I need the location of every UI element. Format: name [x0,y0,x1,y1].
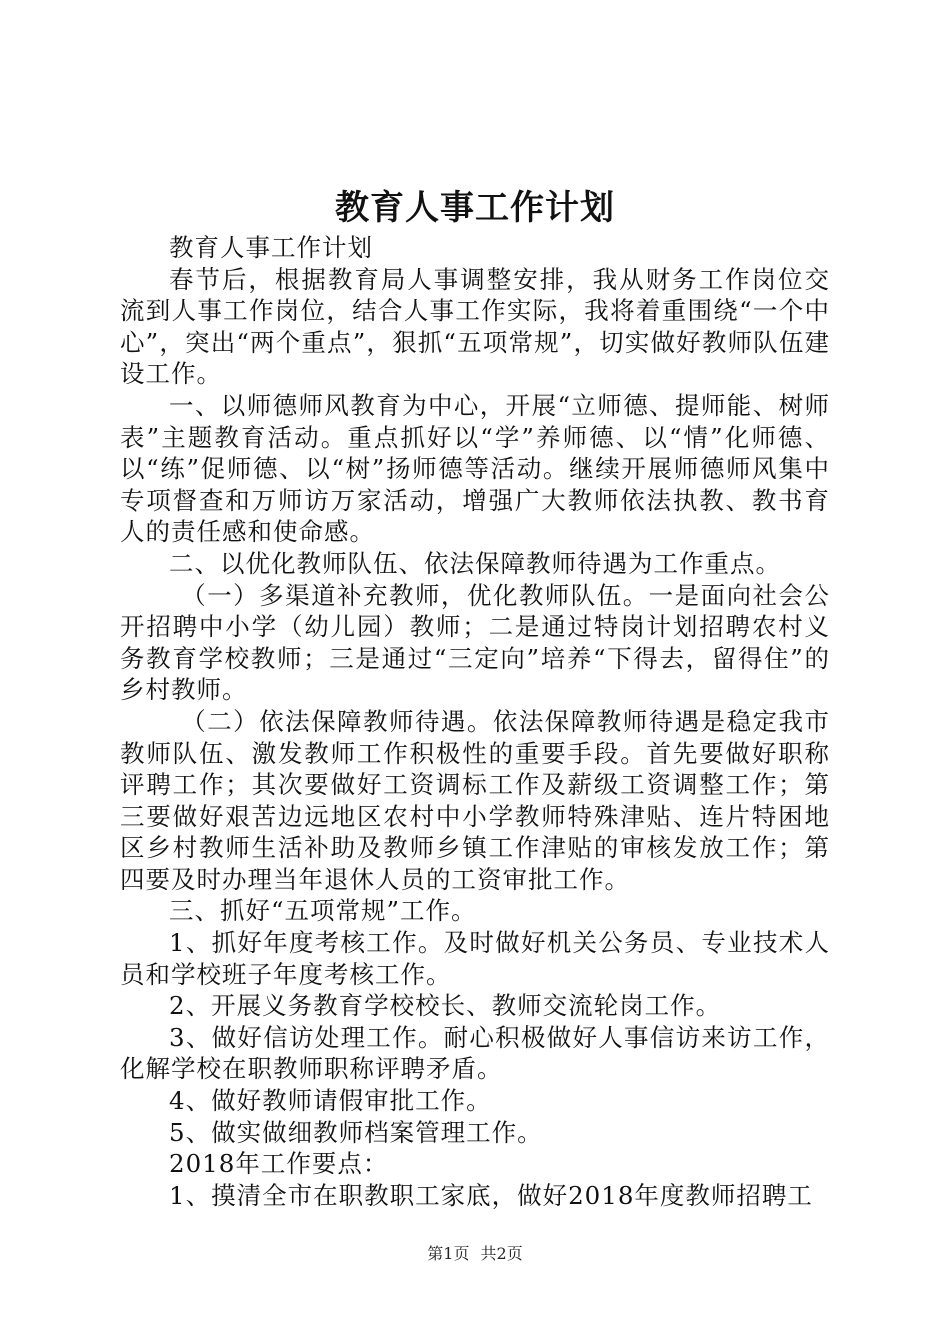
paragraph-section-1: 一、以师德师风教育为中心，开展“立师德、提师能、树师表”主题教育活动。重点抓好以“学”养师德、以“情”化师德、以“练”促师德、以“树”扬师德等活动。继续开展师德师风集中专项督查和万师访万家活动，增强广大教师依法执教、教书育人的责任感和使命感。 [120,390,830,547]
paragraph-section-2-item-1: （一）多渠道补充教师，优化教师队伍。一是面向社会公开招聘中小学（幼儿园）教师；二是通过特岗计划招聘农村义务教育学校教师；三是通过“三定向”培养“下得去，留得住”的乡村教师。 [120,580,830,705]
document-body [120,232,830,1211]
paragraph-section-3-item-2: 2、开展义务教育学校校长、教师交流轮岗工作。 [169,991,722,1021]
paragraph-section-3: 三、抓好“五项常规”工作。 [169,896,477,926]
document-title: 教育人事工作计划 [335,188,615,228]
page-total: 共2页 [480,1244,523,1263]
paragraph-2018-heading: 2018年工作要点： [169,1149,389,1179]
page-footer [0,1242,950,1266]
page-number: 第1页 [427,1244,470,1263]
paragraph-section-3-item-1: 1、抓好年度考核工作。及时做好机关公务员、专业技术人员和学校班子年度考核工作。 [120,928,830,989]
paragraph-intro: 春节后，根据教育局人事调整安排，我从财务工作岗位交流到人事工作岗位，结合人事工作实际，我将着重围绕“一个中心”，突出“两个重点”，狠抓“五项常规”，切实做好教师队伍建设工作。 [120,264,830,389]
paragraph-section-3-item-4: 4、做好教师请假审批工作。 [169,1086,492,1116]
paragraph-2018-item-1: 1、摸清全市在职教职工家底，做好2018年度教师招聘工 [169,1180,813,1210]
paragraph-subtitle: 教育人事工作计划 [169,233,373,262]
paragraph-section-2: 二、以优化教师队伍、依法保障教师待遇为工作重点。 [169,548,781,578]
paragraph-section-2-item-2: （二）依法保障教师待遇。依法保障教师待遇是稳定我市教师队伍、激发教师工作积极性的重要手段。首先要做好职称评聘工作；其次要做好工资调标工作及薪级工资调整工作；第三要做好艰苦边远地区农村中小学教师特殊津贴、连片特困地区乡村教师生活补助及教师乡镇工作津贴的审核发放工作；第四要及时办理当年退休人员的工资审批工作。 [120,706,830,894]
paragraph-section-3-item-3: 3、做好信访处理工作。耐心积极做好人事信访来访工作，化解学校在职教师职称评聘矛盾。 [120,1022,830,1084]
paragraph-section-3-item-5: 5、做实做细教师档案管理工作。 [169,1117,543,1147]
